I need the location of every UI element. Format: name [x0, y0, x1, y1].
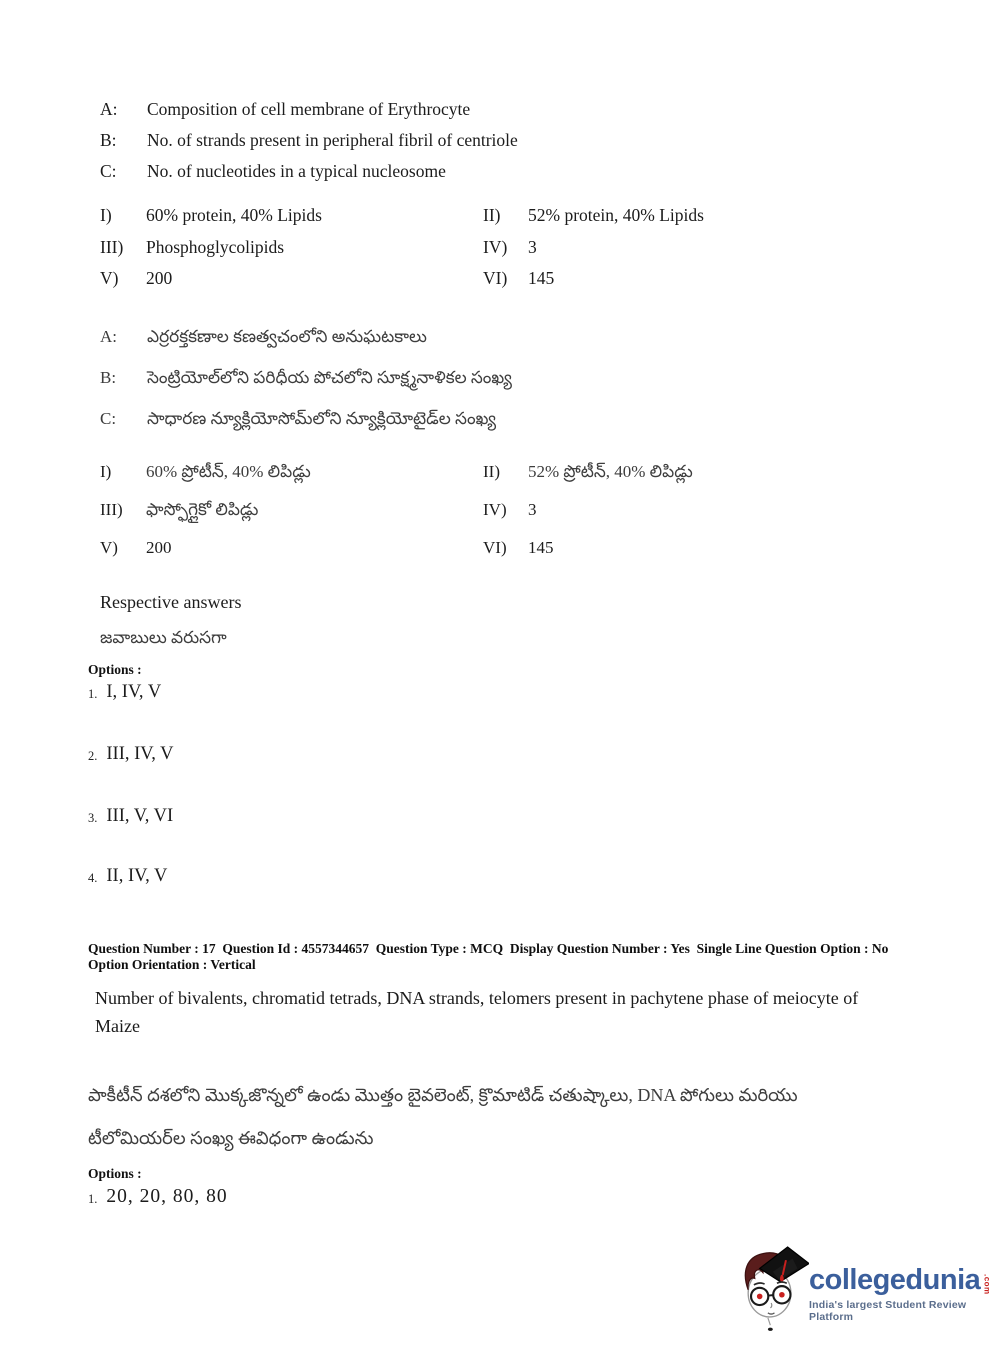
option-row [88, 866, 167, 887]
match-label: IV) [483, 500, 507, 519]
q16-matches-en [100, 200, 860, 295]
match-row [100, 232, 860, 264]
brand-tld: .com [982, 1274, 992, 1295]
match-label: IV) [483, 236, 508, 257]
brand-tagline: India's largest Student Review Platform [809, 1299, 967, 1323]
option-text: 20, 20, 80, 80 [106, 1186, 228, 1207]
statement-row [100, 398, 512, 439]
match-label: I) [100, 462, 112, 481]
statement-text: Composition of cell membrane of Erythrocyte [147, 99, 471, 119]
match-label: III) [100, 236, 124, 257]
statement-label: C: [100, 409, 117, 428]
match-value: 145 [528, 538, 554, 557]
statement-text: సాధారణ న్యూక్లియోసోమ్‌లోని న్యూక్లియోటైడ్‌ల సంఖ్య [147, 409, 497, 428]
options-label: Options : [88, 662, 142, 677]
statement-row [100, 316, 512, 357]
match-label: VI) [483, 538, 507, 557]
option-number: 1. [88, 687, 98, 701]
option-row [88, 682, 161, 703]
match-value: 3 [528, 236, 537, 257]
match-label: II) [483, 462, 500, 481]
statement-label: B: [100, 368, 117, 387]
option-row [88, 806, 173, 827]
statement-label: B: [100, 130, 117, 150]
statement-row [100, 357, 512, 398]
logo-text-block [809, 1243, 1001, 1323]
match-value: 60% protein, 40% Lipids [146, 205, 322, 225]
option-text: III, IV, V [106, 744, 174, 764]
option-number: 2. [88, 749, 98, 763]
match-value: 145 [528, 268, 555, 288]
option-text: I, IV, V [106, 682, 162, 702]
match-row [100, 263, 860, 295]
match-row [100, 529, 860, 567]
q16-matches-te [100, 453, 860, 567]
option-row [88, 1186, 228, 1208]
statement-row [100, 94, 518, 125]
match-row [100, 453, 860, 491]
match-label: V) [100, 268, 119, 288]
match-row [100, 200, 860, 232]
option-number: 4. [88, 871, 98, 885]
q16-statements-en [100, 94, 518, 187]
graduate-mascot-icon [735, 1243, 809, 1335]
statement-label: A: [100, 327, 117, 346]
options-label: Options : [88, 1166, 142, 1181]
option-text: II, IV, V [106, 866, 168, 886]
match-value: 200 [146, 268, 173, 288]
match-value: 3 [528, 500, 537, 519]
statement-row [100, 125, 518, 156]
match-value: Phosphoglycolipids [146, 236, 285, 257]
match-label: III) [100, 500, 123, 519]
match-value: 52% protein, 40% Lipids [528, 205, 704, 225]
option-row [88, 744, 174, 765]
respective-answers-en: Respective answers [100, 592, 242, 612]
statement-label: C: [100, 161, 117, 181]
question-text-en: Number of bivalents, chromatid tetrads, DNA strands, telomers present in pachytene phase of meiocyte of Maize [95, 988, 859, 1036]
statement-text: No. of nucleotides in a typical nucleosome [147, 161, 446, 181]
brand-line [809, 1265, 1001, 1295]
statement-label: A: [100, 99, 118, 119]
statement-row [100, 156, 518, 187]
respective-answers-te: జవాబులు వరుసగా [100, 628, 227, 647]
match-value: 60% ప్రోటీన్, 40% లిపిడ్లు [146, 462, 311, 481]
statement-text: సెంట్రియోల్‌లోని పరిధీయ పోచలోని సూక్ష్మనాళికల సంఖ్య [147, 368, 512, 387]
collegedunia-logo [735, 1243, 1001, 1335]
option-text: III, V, VI [106, 806, 174, 826]
q16-statements-te [100, 316, 512, 439]
match-value: 52% ప్రోటీన్, 40% లిపిడ్లు [528, 462, 693, 481]
option-number: 1. [88, 1192, 98, 1206]
match-label: VI) [483, 268, 508, 288]
match-label: I) [100, 205, 112, 225]
match-value: ఫాస్ఫోగ్లైకో లిపిడ్లు [146, 500, 259, 519]
match-row [100, 491, 860, 529]
match-label: II) [483, 205, 501, 225]
match-value: 200 [146, 538, 172, 557]
question-text-te: పాకీటీన్ దశలోని మొక్కజొన్నలో ఉండు మొత్తం బైవలెంట్, క్రొమాటిడ్ చతుష్కాలు, DNA పోగులు మరియు టీలోమియర్‌ల సంఖ్య ఈవిధంగా ఉండును [88, 1085, 798, 1148]
statement-text: No. of strands present in peripheral fibril of centriole [147, 130, 518, 150]
question-meta: Question Number : 17 Question Id : 4557344657 Question Type : MCQ Display Question Number : Yes Single Line Question Option : No Option Orientation : Vertical [88, 941, 896, 972]
option-number: 3. [88, 811, 98, 825]
match-label: V) [100, 538, 118, 557]
statement-text: ఎర్రరక్తకణాల కణత్వచంలోని అనుఘటకాలు [147, 327, 427, 346]
brand-name: collegedunia [809, 1264, 981, 1296]
